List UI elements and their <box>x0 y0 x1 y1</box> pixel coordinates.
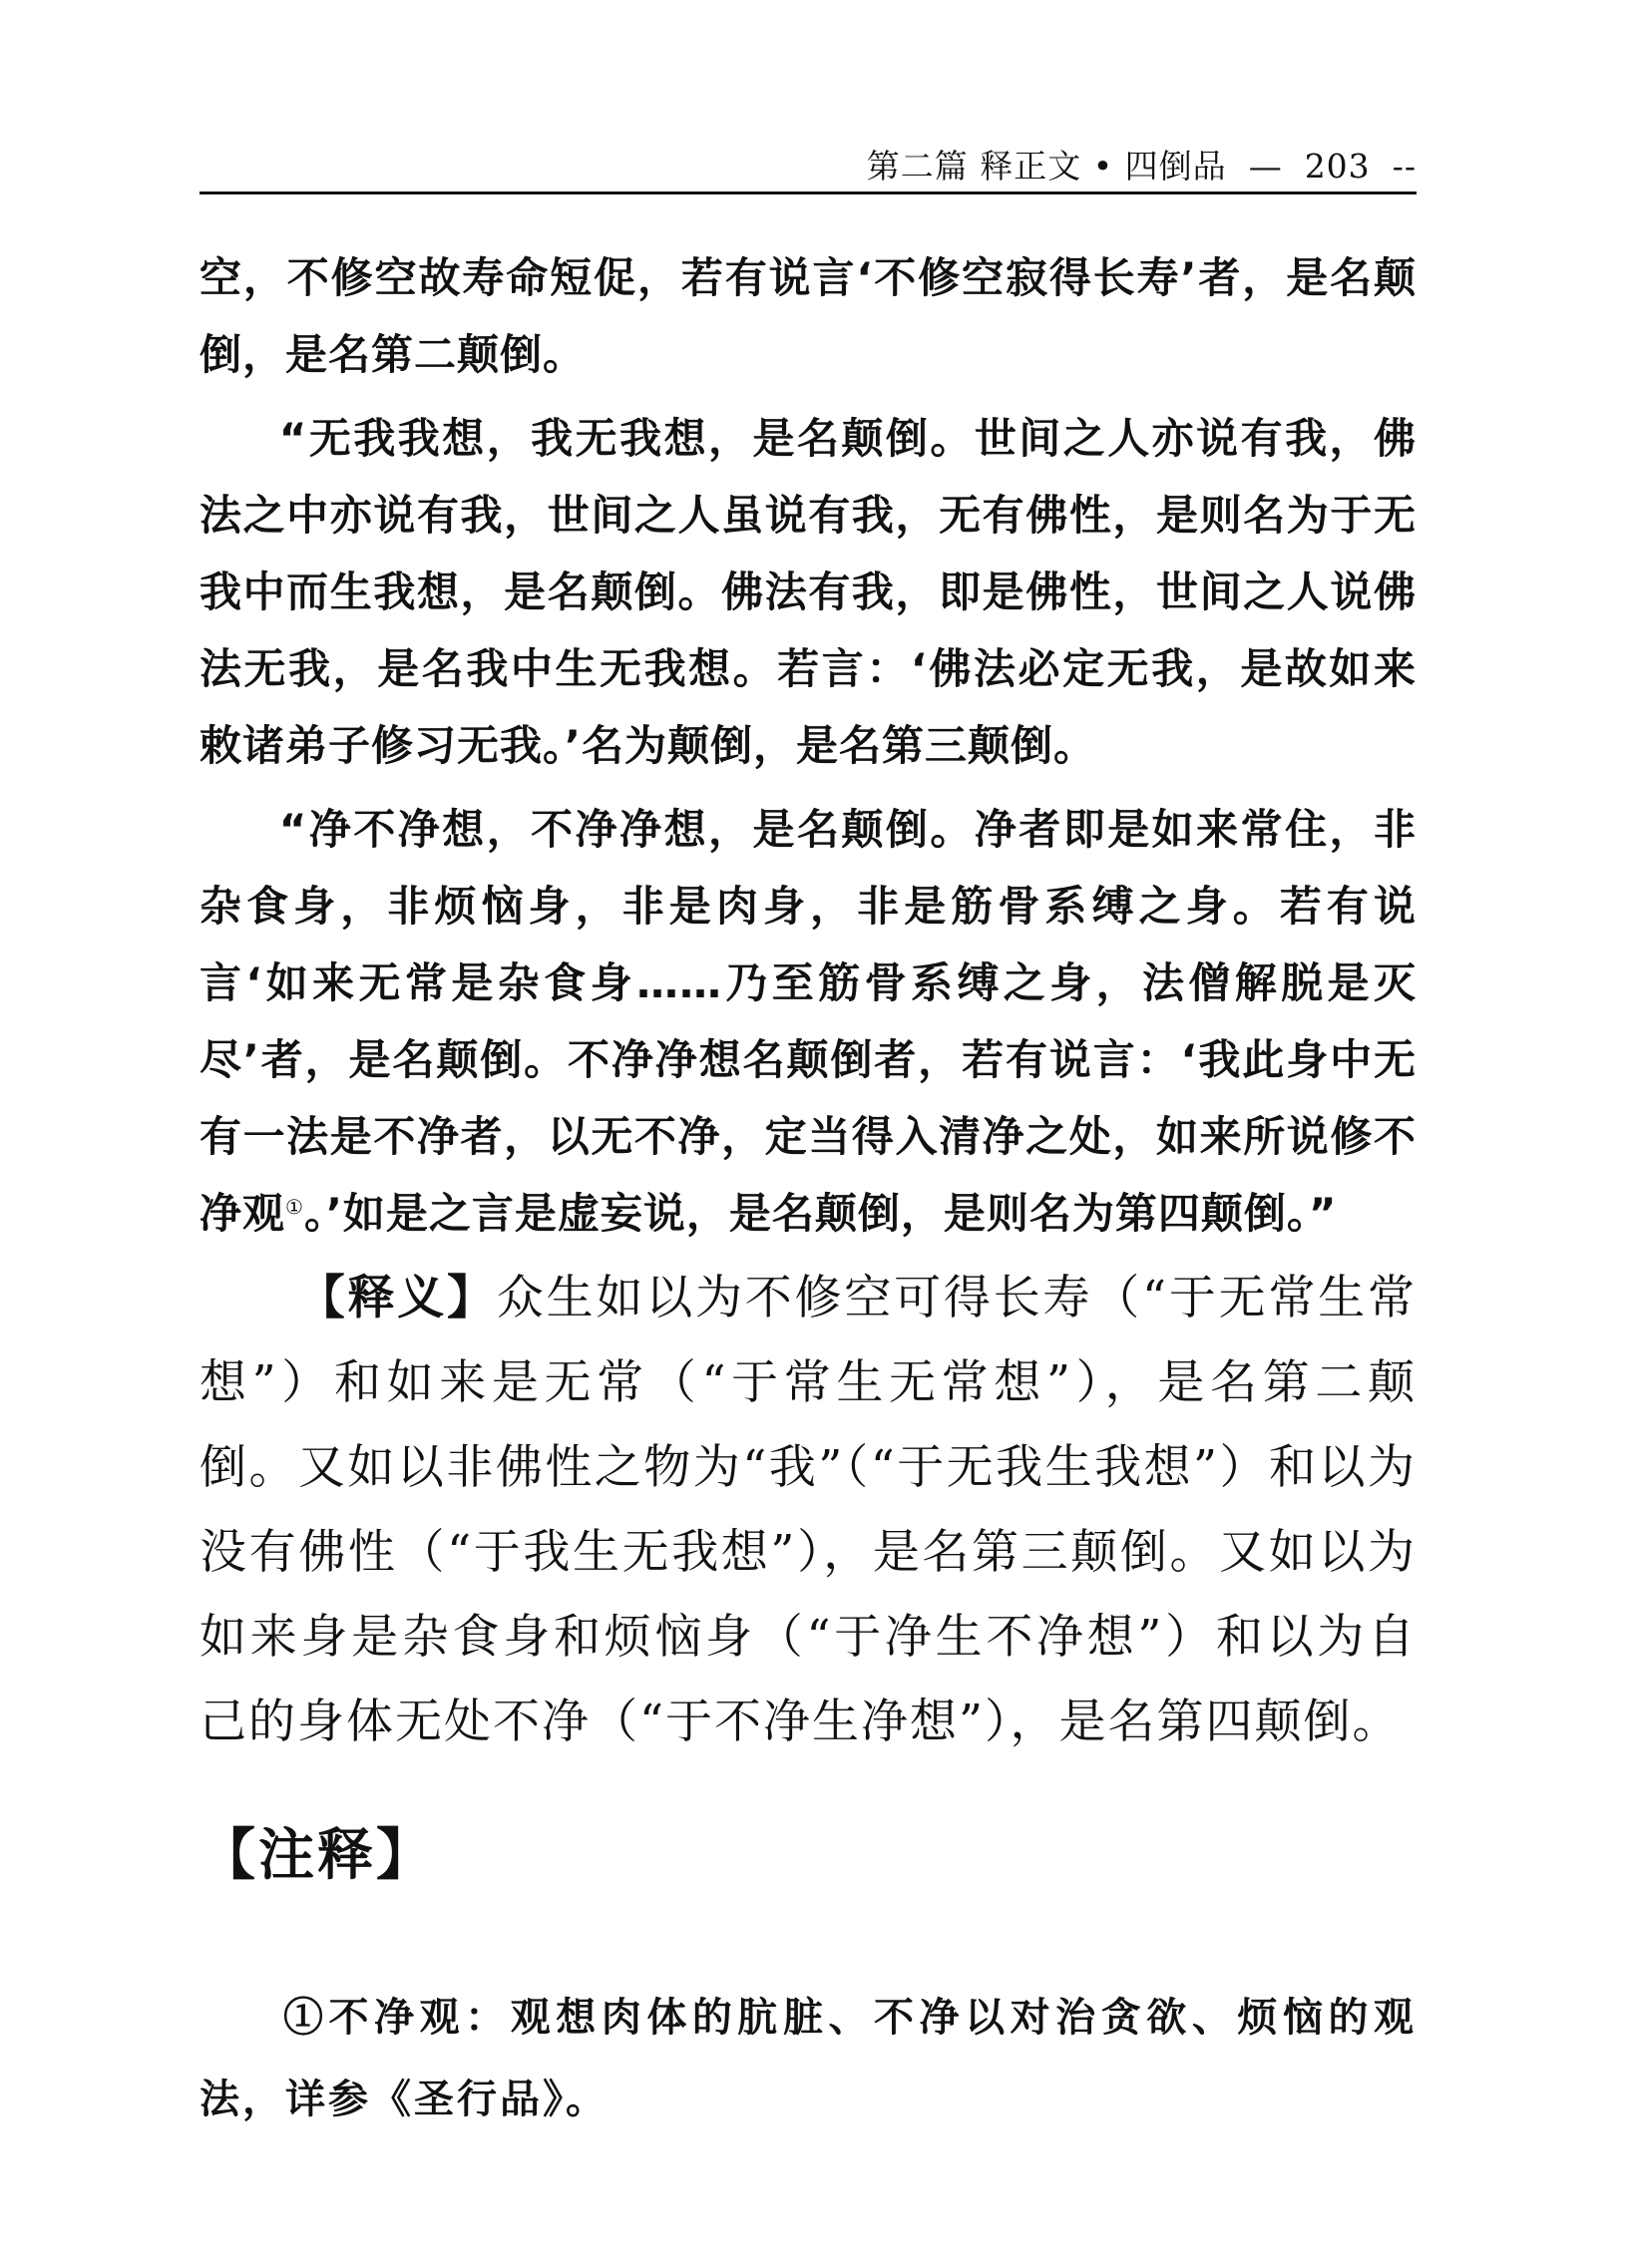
header-dash: — <box>1248 147 1283 186</box>
commentary-text: 众生如以为不修空可得长寿（“于无常生常想”）和如来是无常（“于常生无常想”），是名第二颠倒。又如以非佛性之物为“我”（“于无我生我想”）和以为没有佛性（“于我生无我想”），是名第三颠倒。又如以为如来身是杂食身和烦恼身（“于净生不净想”）和以为自己的身体无处不净（“于不净生净想”），是名第四颠倒。 <box>200 1271 1418 1749</box>
page-number: 203 <box>1304 147 1371 186</box>
commentary-paragraph <box>200 1256 1417 1764</box>
notes-heading: 【注释】 <box>200 1822 435 1888</box>
commentary-label: 【释义】 <box>297 1271 497 1325</box>
main-text <box>200 239 1417 1764</box>
header-trail: -- <box>1392 147 1417 186</box>
paragraph-3 <box>200 791 1417 1252</box>
running-header <box>200 142 1417 194</box>
note-item: ①不净观：观想肉体的肮脏、不净以对治贪欲、烦恼的观法，详参《圣行品》。 <box>200 1994 1417 2122</box>
paragraph-2: “无我我想，我无我想，是名颠倒。世间之人亦说有我，佛法之中亦说有我，世间之人虽说有我，无有佛性，是则名为于无我中而生我想，是名颠倒。佛法有我，即是佛性，世间之人说佛法无我，是名我中生无我想。若言：‘佛法必定无我，是故如来敕诸弟子修习无我。’名为颠倒，是名第三颠倒。 <box>200 414 1417 770</box>
chapter-title: 第二篇 释正文 • 四倒品 <box>866 147 1227 186</box>
paragraph-3-text: “净不净想，不净净想，是名颠倒。净者即是如来常住，非杂食身，非烦恼身，非是肉身，非是筋骨系缚之身。若有说言‘如来无常是杂食身……乃至筋骨系缚之身，法僧解脱是灭尽’者，是名颠倒。不净净想名颠倒者，若有说言：‘我此身中无有一法是不净者，以无不净，定当得入清净之处，如来所说修不净观 <box>200 805 1417 1238</box>
paragraph-1: 空，不修空故寿命短促，若有说言‘不修空寂得长寿’者，是名颠倒，是名第二颠倒。 <box>200 253 1417 379</box>
paragraph-3-text-end: 。’如是之言是虚妄说，是名颠倒，是则名为第四颠倒。” <box>303 1189 1338 1238</box>
footnote-marker: ① <box>285 1195 304 1219</box>
